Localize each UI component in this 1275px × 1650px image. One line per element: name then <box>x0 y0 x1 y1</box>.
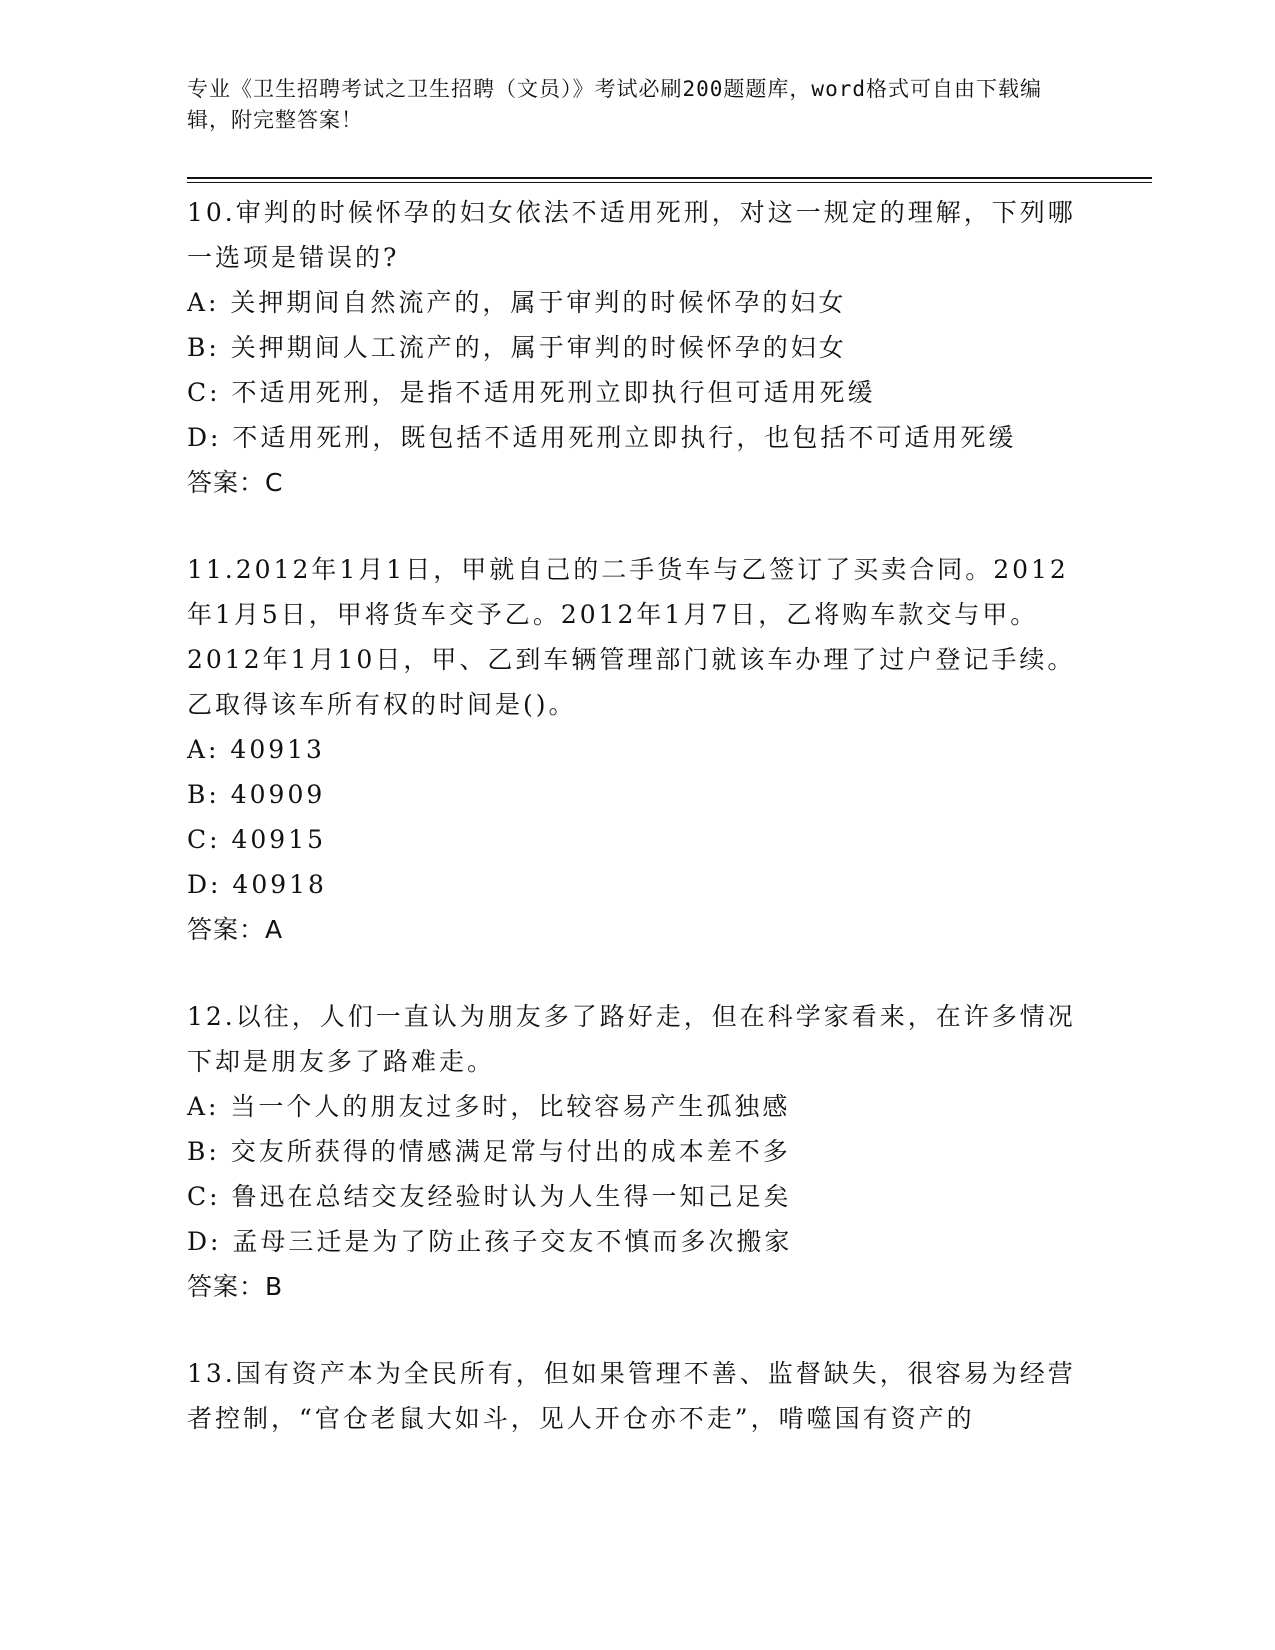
option-d: D: 不适用死刑，既包括不适用死刑立即执行，也包括不可适用死缓 <box>187 423 1017 452</box>
question-13 <box>187 1351 1087 1441</box>
option-a: A: 当一个人的朋友过多时，比较容易产生孤独感 <box>187 1092 791 1121</box>
question-text: 11.2012年1月1日，甲就自己的二手货车与乙签订了买卖合同。2012年1月5日，甲将货车交予乙。2012年1月7日，乙将购车款交与甲。2012年1月10日，甲、乙到车辆管理部门就该车办理了过户登记手续。乙取得该车所有权的时间是()。 <box>187 555 1076 719</box>
document-header: 专业《卫生招聘考试之卫生招聘（文员）》考试必刷200题题库，word格式可自由下载编辑，附完整答案！ <box>187 77 1042 132</box>
header-divider-thick <box>187 177 1152 179</box>
option-a: A: 40913 <box>187 735 325 764</box>
option-c: C: 40915 <box>187 825 327 854</box>
option-c: C: 鲁迅在总结交友经验时认为人生得一知己足矣 <box>187 1182 792 1211</box>
option-b: B: 关押期间人工流产的，属于审判的时候怀孕的妇女 <box>187 333 847 362</box>
question-text: 12.以往，人们一直认为朋友多了路好走，但在科学家看来，在许多情况下却是朋友多了路难走。 <box>187 1002 1076 1076</box>
question-11 <box>187 547 1087 952</box>
answer-line: 答案：B <box>187 1272 284 1301</box>
option-c: C: 不适用死刑，是指不适用死刑立即执行但可适用死缓 <box>187 378 876 407</box>
questions-list <box>187 190 1087 1483</box>
question-text: 13.国有资产本为全民所有，但如果管理不善、监督缺失，很容易为经营者控制，“官仓老鼠大如斗，见人开仓亦不走”，啃噬国有资产的 <box>187 1359 1076 1433</box>
option-d: D: 孟母三迁是为了防止孩子交友不慎而多次搬家 <box>187 1227 793 1256</box>
question-12 <box>187 994 1087 1309</box>
option-d: D: 40918 <box>187 870 327 899</box>
answer-line: 答案：A <box>187 915 284 944</box>
question-text: 10.审判的时候怀孕的妇女依法不适用死刑，对这一规定的理解，下列哪一选项是错误的? <box>187 198 1076 272</box>
option-a: A: 关押期间自然流产的，属于审判的时候怀孕的妇女 <box>187 288 847 317</box>
answer-line: 答案：C <box>187 468 284 497</box>
option-b: B: 40909 <box>187 780 326 809</box>
header-divider-thin <box>187 182 1152 183</box>
question-10 <box>187 190 1087 505</box>
option-b: B: 交友所获得的情感满足常与付出的成本差不多 <box>187 1137 791 1166</box>
